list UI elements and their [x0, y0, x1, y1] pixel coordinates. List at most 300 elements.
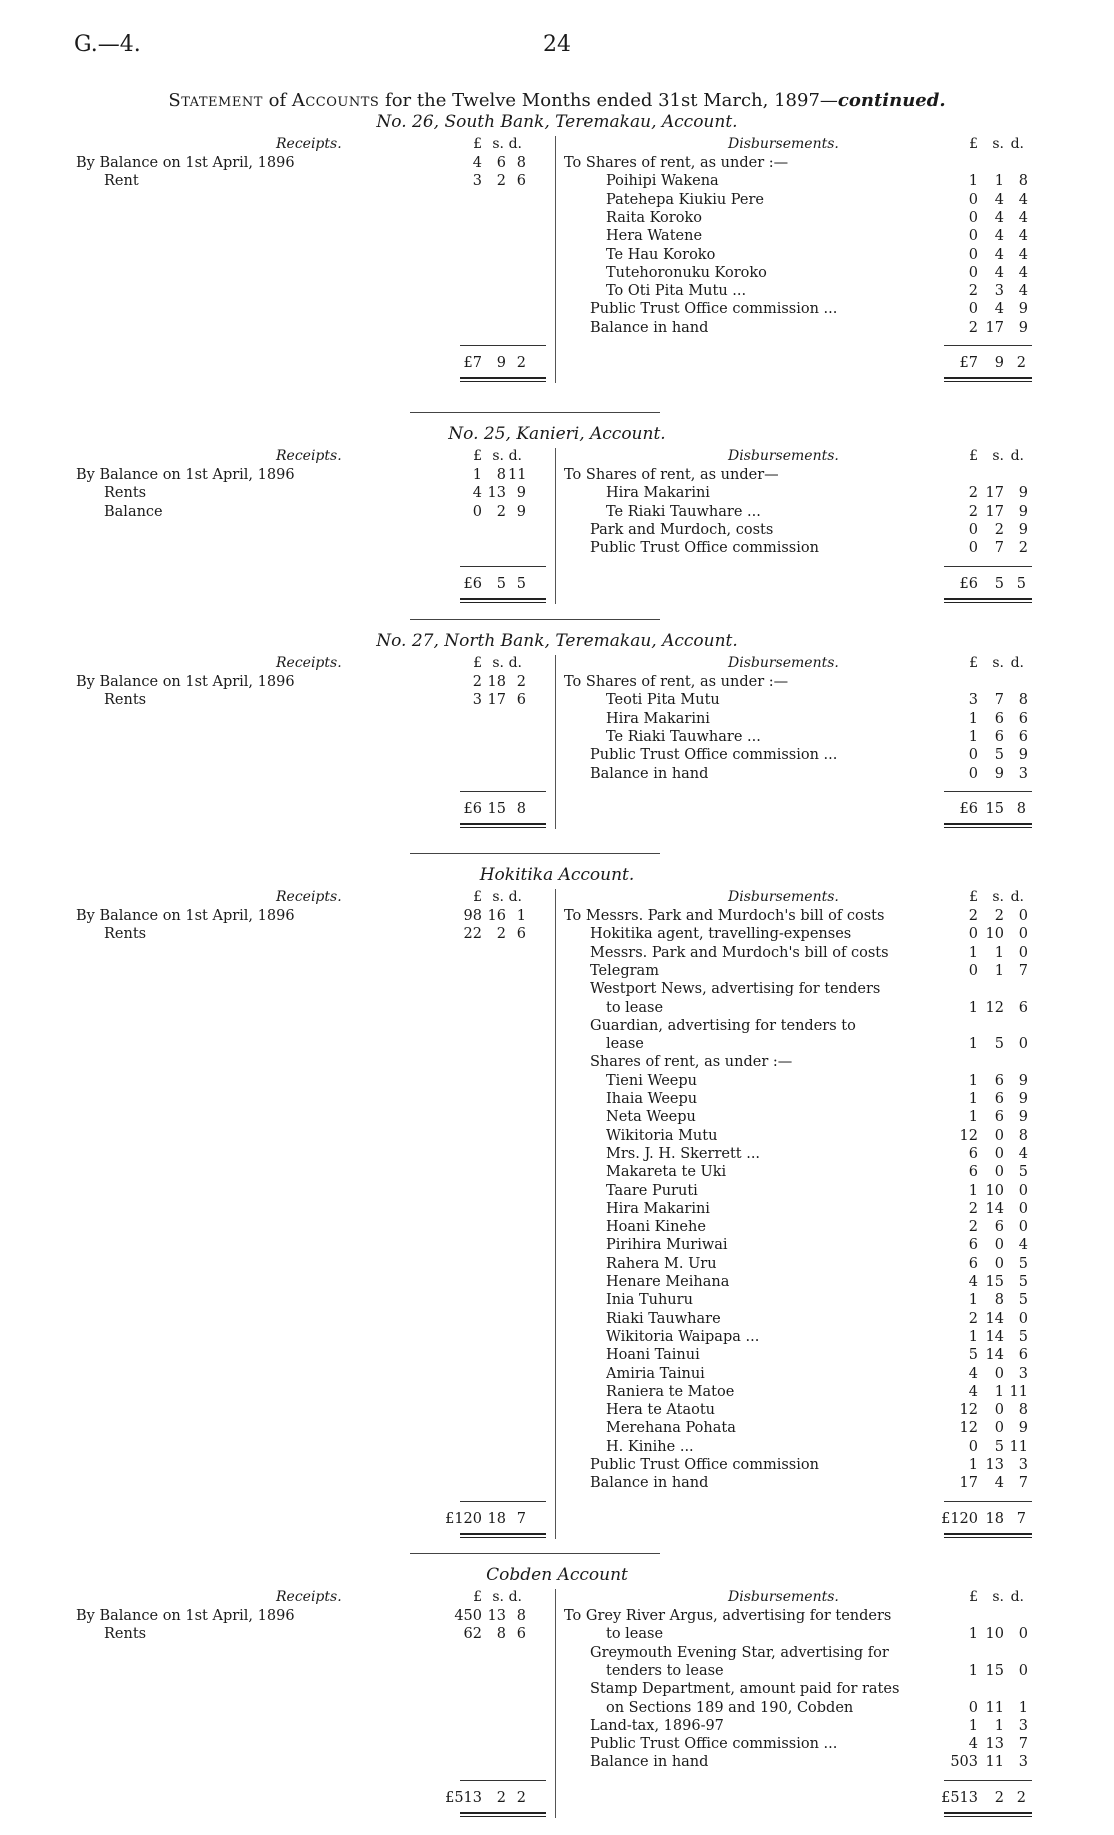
- disbursement-row: [0, 154, 1114, 172]
- currency-pence: d.: [1010, 448, 1024, 464]
- title-rest: for the Twelve Months ended 31st March, 1897—: [385, 90, 838, 111]
- disbursement-pence: 4: [1018, 1237, 1028, 1254]
- currency-shilling: s.: [492, 655, 504, 671]
- disbursement-pounds: 1: [968, 1328, 978, 1345]
- disbursement-shillings: 7: [994, 692, 1004, 709]
- disbursement-row: [0, 246, 1114, 264]
- disbursement-label: Hira Makarini: [606, 485, 710, 502]
- disbursement-pence: 9: [1018, 747, 1028, 764]
- disbursement-row: [0, 172, 1114, 190]
- disbursement-shillings: 7: [994, 540, 1004, 557]
- disbursement-label: to lease: [606, 1626, 664, 1643]
- disbursement-pounds: 0: [968, 521, 978, 538]
- disbursement-shillings: 5: [994, 747, 1004, 764]
- disbursement-shillings: 13: [985, 1457, 1004, 1473]
- disbursement-label: To Shares of rent, as under—: [564, 467, 779, 483]
- disbursements-double-rule: [944, 1533, 1032, 1538]
- receipt-label: Rents: [104, 926, 147, 943]
- currency-header-receipts: [468, 1589, 522, 1605]
- currency-header-receipts: [468, 655, 522, 671]
- disbursement-pounds: 1: [968, 1036, 978, 1053]
- disbursement-row: [0, 191, 1114, 209]
- disbursement-pence: 3: [1018, 765, 1028, 782]
- disbursement-shillings: 0: [994, 1145, 1004, 1162]
- total-pence: 2: [1016, 1789, 1026, 1806]
- receipt-pounds: 62: [463, 1626, 482, 1643]
- disbursement-row: [0, 1438, 1114, 1456]
- disbursement-pence: 0: [1018, 1036, 1028, 1053]
- disbursement-label: Greymouth Evening Star, advertising for: [590, 1644, 889, 1661]
- disbursement-row: [0, 282, 1114, 300]
- disbursement-pounds: 0: [968, 1438, 978, 1455]
- disbursement-label: Park and Murdoch, costs: [590, 521, 774, 538]
- disbursement-shillings: 14: [985, 1347, 1004, 1364]
- disbursement-pounds: 6: [968, 1164, 978, 1181]
- disbursement-label: Patehepa Kiukiu Pere: [606, 191, 764, 208]
- receipts-double-rule: [460, 1812, 546, 1817]
- column-divider: [555, 889, 556, 1539]
- section-title: No. 27, North Bank, Teremakau, Account.: [376, 631, 738, 651]
- disbursement-pounds: 5: [968, 1347, 978, 1364]
- currency-pound: £: [969, 655, 978, 671]
- disbursement-shillings: 13: [985, 1736, 1004, 1753]
- receipt-shillings: 2: [496, 926, 506, 943]
- disbursement-pence: 0: [1018, 908, 1028, 924]
- disbursement-label: Rahera M. Uru: [606, 1255, 717, 1272]
- disbursement-row: [0, 907, 1114, 925]
- receipt-label: Balance: [104, 503, 163, 520]
- disbursement-label: Taare Puruti: [606, 1182, 698, 1199]
- disbursement-shillings: 10: [985, 1626, 1004, 1643]
- receipts-double-rule: [460, 377, 546, 382]
- receipts-double-rule: [460, 598, 546, 603]
- disbursement-pence: 9: [1018, 1109, 1028, 1126]
- disbursement-label: Tutehoronuku Koroko: [606, 264, 767, 281]
- title-word-of: of: [268, 90, 287, 111]
- disbursements-sum-line: [944, 791, 1032, 792]
- disbursements-sum-line: [944, 1501, 1032, 1502]
- disbursement-pounds: 12: [959, 1127, 978, 1144]
- disbursement-pounds: 2: [968, 908, 978, 924]
- disbursement-shillings: 6: [994, 710, 1004, 727]
- receipt-pence: 11: [508, 467, 527, 483]
- disbursement-label: Neta Weepu: [606, 1109, 696, 1126]
- disbursement-shillings: 17: [985, 503, 1004, 520]
- currency-header-disbursements: [962, 655, 1024, 671]
- disbursement-pounds: 0: [968, 1699, 978, 1716]
- account-section: [0, 631, 1114, 817]
- disbursement-label: Balance in hand: [590, 765, 709, 782]
- disbursement-pounds: 6: [968, 1255, 978, 1272]
- disbursement-row: [0, 1607, 1114, 1625]
- receipts-total: [440, 355, 526, 371]
- disbursement-pence: 11: [1009, 1383, 1028, 1400]
- receipt-label: By Balance on 1st April, 1896: [76, 1608, 295, 1624]
- title-word-accounts: Accounts: [291, 90, 380, 111]
- disbursement-pence: 0: [1018, 1182, 1028, 1199]
- currency-shilling: s.: [992, 448, 1004, 464]
- receipts-heading: Receipts.: [276, 1589, 342, 1605]
- disbursement-pence: 9: [1018, 485, 1028, 502]
- receipt-shillings: 13: [487, 1608, 506, 1624]
- disbursement-pounds: 1: [968, 1662, 978, 1679]
- receipt-shillings: 8: [496, 467, 506, 483]
- disbursement-pounds: 3: [968, 692, 978, 709]
- disbursement-pence: 5: [1018, 1255, 1028, 1272]
- disbursement-row: [0, 1419, 1114, 1437]
- total-shillings: 18: [985, 1510, 1004, 1527]
- disbursement-shillings: 4: [994, 228, 1004, 245]
- disbursement-pence: 9: [1018, 301, 1028, 318]
- disbursement-pounds: 0: [968, 228, 978, 245]
- disbursement-shillings: 1: [994, 173, 1004, 190]
- receipt-shillings: 8: [496, 1626, 506, 1643]
- total-pounds: £120: [941, 1510, 978, 1527]
- disbursement-label: lease: [606, 1036, 644, 1053]
- disbursement-row: [0, 1182, 1114, 1200]
- disbursement-pence: 0: [1018, 1662, 1028, 1679]
- currency-shilling: s.: [492, 136, 504, 152]
- receipts-sum-line: [460, 1501, 546, 1502]
- disbursement-pence: 0: [1018, 944, 1028, 961]
- receipt-label: Rent: [104, 173, 139, 190]
- disbursement-pounds: 4: [968, 1365, 978, 1382]
- receipt-shillings: 18: [487, 674, 506, 690]
- title-continued: continued.: [837, 90, 946, 111]
- disbursement-pence: 0: [1018, 1310, 1028, 1327]
- disbursement-label: Ihaia Weepu: [606, 1091, 698, 1107]
- disbursement-pence: 8: [1018, 692, 1028, 709]
- disbursement-row: [0, 319, 1114, 337]
- currency-pence: d.: [1010, 889, 1024, 905]
- receipt-pounds: 3: [472, 173, 482, 190]
- disbursement-row: [0, 1145, 1114, 1163]
- receipt-pounds: 450: [454, 1608, 482, 1624]
- currency-header-disbursements: [962, 889, 1024, 905]
- disbursement-row: [0, 300, 1114, 318]
- disbursement-row: [0, 1053, 1114, 1071]
- disbursements-total: [940, 1790, 1026, 1806]
- column-divider: [555, 448, 556, 604]
- section-divider: [410, 853, 660, 854]
- disbursement-label: To Shares of rent, as under :—: [564, 674, 789, 690]
- disbursement-row: [0, 1735, 1114, 1753]
- disbursement-shillings: 4: [994, 246, 1004, 263]
- receipts-heading: Receipts.: [276, 889, 342, 905]
- disbursement-row: [0, 1644, 1114, 1662]
- currency-header-receipts: [468, 136, 522, 152]
- total-pounds: £6: [463, 575, 482, 592]
- disbursements-total: [940, 1511, 1026, 1527]
- disbursement-label: Guardian, advertising for tenders to: [590, 1017, 856, 1034]
- disbursement-row: [0, 1456, 1114, 1474]
- disbursement-row: [0, 980, 1114, 998]
- receipt-label: Rents: [104, 1626, 147, 1643]
- disbursement-pence: 3: [1018, 1457, 1028, 1473]
- disbursement-shillings: 14: [985, 1310, 1004, 1327]
- currency-pence: d.: [508, 136, 522, 152]
- column-divider: [555, 1589, 556, 1818]
- disbursement-pence: 4: [1018, 283, 1028, 300]
- disbursements-heading: Disbursements.: [728, 448, 839, 464]
- currency-pence: d.: [508, 448, 522, 464]
- account-section: [0, 865, 1114, 1527]
- total-pounds: £7: [959, 355, 978, 371]
- disbursement-pence: 3: [1018, 1365, 1028, 1382]
- disbursement-label: To Shares of rent, as under :—: [564, 155, 789, 171]
- disbursement-pence: 6: [1018, 710, 1028, 727]
- receipts-double-rule: [460, 823, 546, 828]
- disbursement-shillings: 0: [994, 1420, 1004, 1437]
- disbursement-pounds: 6: [968, 1237, 978, 1254]
- disbursement-pence: 4: [1018, 191, 1028, 208]
- disbursement-pounds: 0: [968, 264, 978, 281]
- statement-title: [0, 90, 1114, 111]
- receipt-pence: 6: [516, 1626, 526, 1643]
- disbursement-shillings: 4: [994, 264, 1004, 281]
- disbursement-label: Amiria Tainui: [606, 1365, 705, 1382]
- total-pence: 5: [516, 575, 526, 592]
- disbursement-row: [0, 484, 1114, 502]
- disbursement-shillings: 2: [994, 908, 1004, 924]
- disbursement-shillings: 12: [985, 999, 1004, 1016]
- disbursement-row: [0, 1255, 1114, 1273]
- disbursement-row: [0, 539, 1114, 557]
- disbursement-pence: 0: [1018, 926, 1028, 943]
- disbursement-pounds: 0: [968, 301, 978, 318]
- total-pence: 8: [1016, 800, 1026, 817]
- disbursement-shillings: 2: [994, 521, 1004, 538]
- disbursement-label: Telegram: [590, 962, 659, 979]
- currency-pence: d.: [508, 655, 522, 671]
- receipts-heading: Receipts.: [276, 448, 342, 464]
- section-title: Cobden Account: [486, 1565, 628, 1585]
- disbursement-shillings: 1: [994, 1383, 1004, 1400]
- receipt-label: By Balance on 1st April, 1896: [76, 467, 295, 483]
- currency-shilling: s.: [492, 889, 504, 905]
- disbursement-row: [0, 1662, 1114, 1680]
- disbursement-pence: 7: [1018, 1736, 1028, 1753]
- total-pence: 2: [516, 355, 526, 371]
- disbursement-row: [0, 925, 1114, 943]
- receipts-total: [440, 576, 526, 592]
- disbursement-pence: 5: [1018, 1274, 1028, 1290]
- total-shillings: 5: [994, 575, 1004, 592]
- total-pence: 7: [516, 1510, 526, 1527]
- total-shillings: 2: [994, 1789, 1004, 1806]
- disbursement-shillings: 0: [994, 1255, 1004, 1272]
- disbursement-pence: 4: [1018, 246, 1028, 263]
- total-shillings: 15: [985, 800, 1004, 817]
- currency-shilling: s.: [492, 448, 504, 464]
- disbursement-shillings: 11: [985, 1699, 1004, 1716]
- disbursement-shillings: 10: [985, 926, 1004, 943]
- currency-pound: £: [473, 1589, 482, 1605]
- currency-pound: £: [969, 1589, 978, 1605]
- currency-pound: £: [969, 889, 978, 905]
- disbursement-pence: 7: [1018, 1475, 1028, 1492]
- disbursement-pence: 4: [1018, 228, 1028, 245]
- disbursement-label: H. Kinihe ...: [606, 1438, 694, 1455]
- disbursement-pounds: 503: [950, 1754, 978, 1771]
- disbursement-shillings: 4: [994, 1475, 1004, 1492]
- total-pence: 7: [1016, 1510, 1026, 1527]
- disbursement-shillings: 4: [994, 209, 1004, 226]
- receipt-pounds: 22: [463, 926, 482, 943]
- receipt-pounds: 1: [472, 467, 482, 483]
- disbursements-double-rule: [944, 377, 1032, 382]
- disbursement-label: Hira Makarini: [606, 710, 710, 727]
- disbursement-label: Hoani Tainui: [606, 1347, 700, 1364]
- disbursement-row: [0, 1017, 1114, 1035]
- receipts-double-rule: [460, 1533, 546, 1538]
- disbursements-sum-line: [944, 1780, 1032, 1781]
- page-number: 24: [543, 32, 571, 57]
- disbursement-label: Tieni Weepu: [606, 1072, 697, 1089]
- total-pence: 8: [516, 800, 526, 817]
- section-divider: [410, 412, 660, 413]
- disbursement-pence: 4: [1018, 209, 1028, 226]
- receipts-heading: Receipts.: [276, 136, 342, 152]
- disbursement-pounds: 1: [968, 1717, 978, 1734]
- currency-pence: d.: [1010, 1589, 1024, 1605]
- disbursement-row: [0, 1273, 1114, 1291]
- section-divider: [410, 1553, 660, 1554]
- disbursement-pounds: 1: [968, 1457, 978, 1473]
- disbursement-pence: 9: [1018, 521, 1028, 538]
- disbursement-shillings: 17: [985, 485, 1004, 502]
- disbursement-row: [0, 962, 1114, 980]
- disbursements-heading: Disbursements.: [728, 655, 839, 671]
- disbursement-label: Makareta te Uki: [606, 1164, 727, 1181]
- disbursement-row: [0, 1310, 1114, 1328]
- disbursement-pounds: 2: [968, 485, 978, 502]
- currency-pound: £: [473, 136, 482, 152]
- disbursements-double-rule: [944, 823, 1032, 828]
- disbursement-label: Te Hau Koroko: [606, 246, 716, 263]
- disbursement-pence: 8: [1018, 173, 1028, 190]
- currency-pence: d.: [1010, 655, 1024, 671]
- disbursement-label: Balance in hand: [590, 1475, 709, 1492]
- currency-header-receipts: [468, 889, 522, 905]
- disbursement-pounds: 2: [968, 1200, 978, 1217]
- currency-header-disbursements: [962, 136, 1024, 152]
- disbursement-pounds: 1: [968, 728, 978, 745]
- disbursement-shillings: 0: [994, 1164, 1004, 1181]
- disbursement-pounds: 12: [959, 1420, 978, 1437]
- disbursements-heading: Disbursements.: [728, 1589, 839, 1605]
- column-divider: [555, 655, 556, 829]
- receipt-pence: 6: [516, 692, 526, 709]
- receipts-sum-line: [460, 1780, 546, 1781]
- disbursement-label: Te Riaki Tauwhare ...: [606, 503, 761, 520]
- disbursement-label: Raita Koroko: [606, 209, 702, 226]
- disbursement-row: [0, 1383, 1114, 1401]
- total-pounds: £6: [959, 575, 978, 592]
- account-section: [0, 112, 1114, 371]
- disbursement-shillings: 5: [994, 1438, 1004, 1455]
- receipts-total: [440, 801, 526, 817]
- page-ref: G.—4.: [74, 32, 141, 57]
- section-title: Hokitika Account.: [479, 865, 635, 885]
- disbursement-row: [0, 264, 1114, 282]
- total-shillings: 9: [994, 355, 1004, 371]
- disbursement-shillings: 6: [994, 728, 1004, 745]
- disbursement-label: Te Riaki Tauwhare ...: [606, 728, 761, 745]
- receipts-sum-line: [460, 345, 546, 346]
- receipt-shillings: 16: [487, 908, 506, 924]
- receipt-pence: 8: [516, 1608, 526, 1624]
- disbursement-label: Inia Tuhuru: [606, 1292, 693, 1309]
- disbursement-label: Poihipi Wakena: [606, 173, 719, 190]
- disbursement-row: [0, 1753, 1114, 1771]
- disbursement-label: To Oti Pita Mutu ...: [606, 283, 747, 300]
- disbursement-pence: 1: [1018, 1699, 1028, 1716]
- disbursements-total: [940, 355, 1026, 371]
- currency-shilling: s.: [992, 136, 1004, 152]
- disbursements-heading: Disbursements.: [728, 889, 839, 905]
- receipt-pounds: 4: [472, 485, 482, 502]
- currency-shilling: s.: [992, 655, 1004, 671]
- disbursement-label: on Sections 189 and 190, Cobden: [606, 1699, 854, 1716]
- currency-pound: £: [969, 448, 978, 464]
- disbursement-label: Pirihira Muriwai: [606, 1237, 728, 1254]
- disbursement-shillings: 15: [985, 1274, 1004, 1290]
- currency-header-disbursements: [962, 448, 1024, 464]
- disbursement-pounds: 4: [968, 1736, 978, 1753]
- disbursement-pounds: 1: [968, 1072, 978, 1089]
- disbursement-pounds: 1: [968, 1292, 978, 1309]
- disbursement-label: Balance in hand: [590, 319, 709, 336]
- receipt-pounds: 4: [472, 155, 482, 171]
- disbursement-pounds: 4: [968, 1383, 978, 1400]
- disbursement-shillings: 4: [994, 191, 1004, 208]
- currency-header-disbursements: [962, 1589, 1024, 1605]
- disbursement-label: Hera te Ataotu: [606, 1402, 716, 1419]
- disbursement-pounds: 2: [968, 1219, 978, 1236]
- disbursement-label: Hera Watene: [606, 228, 703, 245]
- disbursement-row: [0, 466, 1114, 484]
- currency-shilling: s.: [992, 1589, 1004, 1605]
- disbursement-label: Messrs. Park and Murdoch's bill of costs: [590, 944, 889, 961]
- disbursement-pence: 8: [1018, 1402, 1028, 1419]
- disbursement-label: Public Trust Office commission ...: [590, 301, 838, 318]
- currency-pence: d.: [508, 889, 522, 905]
- section-divider: [410, 619, 660, 620]
- disbursement-pounds: 0: [968, 747, 978, 764]
- receipt-shillings: 6: [496, 155, 506, 171]
- disbursements-sum-line: [944, 345, 1032, 346]
- total-shillings: 9: [496, 355, 506, 371]
- disbursement-pounds: 1: [968, 999, 978, 1016]
- receipts-total: [440, 1511, 526, 1527]
- disbursement-shillings: 6: [994, 1091, 1004, 1107]
- disbursement-pounds: 2: [968, 1310, 978, 1327]
- disbursement-pounds: 1: [968, 173, 978, 190]
- disbursement-shillings: 6: [994, 1072, 1004, 1089]
- disbursement-pounds: 1: [968, 1182, 978, 1199]
- disbursement-label: Westport News, advertising for tenders: [590, 981, 881, 998]
- disbursement-row: [0, 728, 1114, 746]
- disbursement-row: [0, 710, 1114, 728]
- total-pounds: £6: [463, 800, 482, 817]
- disbursement-label: Hoani Kinehe: [606, 1219, 706, 1236]
- disbursement-row: [0, 1035, 1114, 1053]
- disbursement-row: [0, 1218, 1114, 1236]
- disbursement-label: Public Trust Office commission: [590, 1457, 819, 1473]
- currency-pound: £: [473, 655, 482, 671]
- disbursement-row: [0, 1291, 1114, 1309]
